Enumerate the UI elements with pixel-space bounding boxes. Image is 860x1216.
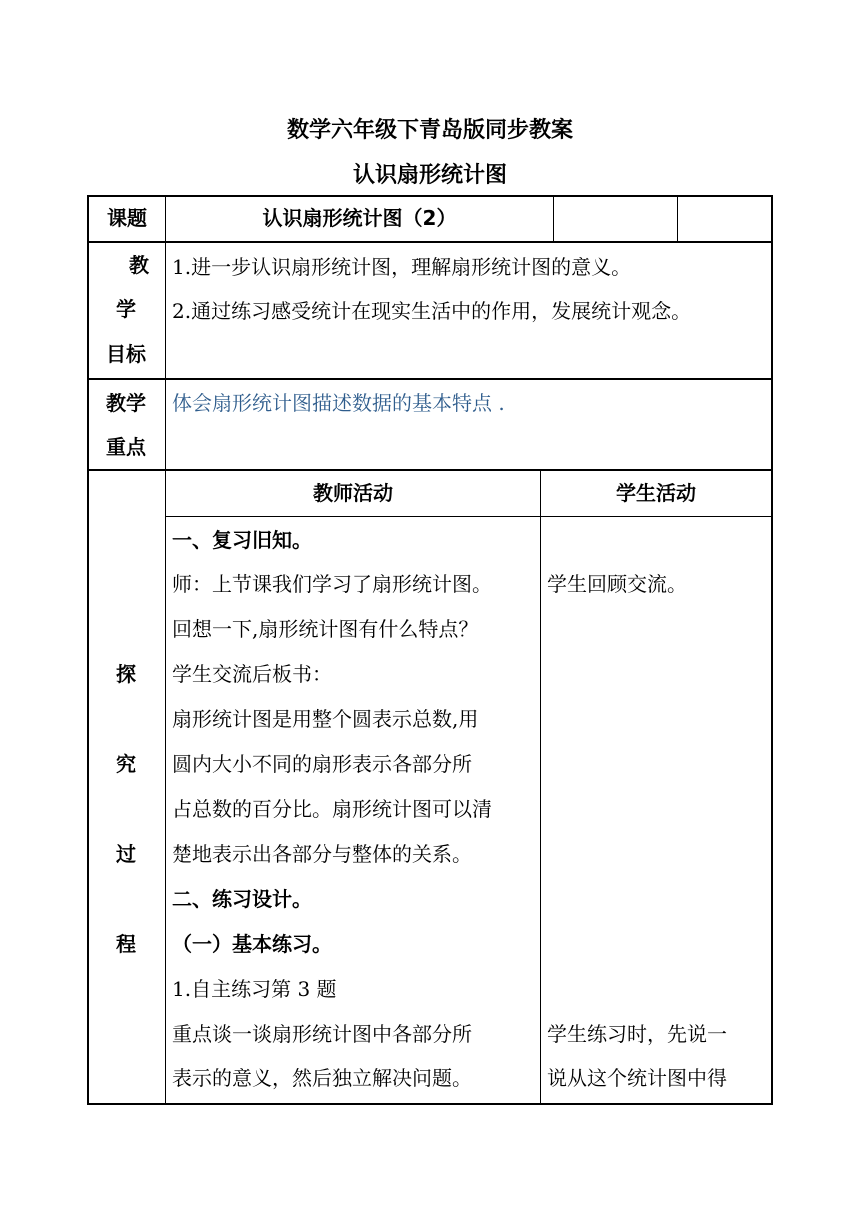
teacher-line: 一、复习旧知。: [172, 528, 312, 552]
teacher-line: 表示的意义，然后独立解决问题。: [172, 1066, 472, 1090]
student-activity-header: 学生活动: [616, 481, 696, 505]
table-rule: [87, 241, 773, 243]
table-rule: [87, 378, 773, 380]
table-rule: [553, 195, 554, 242]
document-subtitle: 认识扇形统计图: [352, 163, 507, 188]
focus-text: 体会扇形统计图描述数据的基本特点 .: [172, 391, 505, 415]
focus-label-2: 重点: [106, 435, 146, 459]
table-rule: [165, 195, 166, 1105]
table-rule: [87, 1103, 773, 1105]
teacher-line: 学生交流后板书：: [172, 662, 332, 686]
student-line: 学生回顾交流。: [547, 572, 687, 596]
goals-label-1: 教: [129, 253, 149, 277]
teacher-line: 1.自主练习第 3 题: [172, 977, 337, 1001]
teacher-line: 重点谈一谈扇形统计图中各部分所: [172, 1022, 472, 1046]
table-rule: [540, 470, 541, 1104]
goals-label-3: 目标: [106, 342, 146, 366]
teacher-line: 楚地表示出各部分与整体的关系。: [172, 842, 472, 866]
topic-value: 认识扇形统计图（2）: [262, 206, 457, 230]
teacher-line: 师：上节课我们学习了扇形统计图。: [172, 572, 492, 596]
student-line: 说从这个统计图中得: [547, 1066, 727, 1090]
teacher-line: 占总数的百分比。扇形统计图可以清: [172, 797, 492, 821]
table-rule: [166, 516, 773, 517]
table-rule: [87, 195, 89, 1105]
process-label-2: 究: [116, 752, 136, 776]
process-label-3: 过: [116, 842, 136, 866]
teacher-line: 二、练习设计。: [172, 887, 312, 911]
process-label-1: 探: [116, 662, 136, 686]
teacher-line: （一）基本练习。: [172, 932, 332, 956]
document-title: 数学六年级下青岛版同步教案: [286, 118, 573, 143]
table-rule: [771, 195, 773, 1105]
topic-label: 课题: [107, 206, 147, 230]
teacher-activity-header: 教师活动: [313, 481, 393, 505]
student-line: 学生练习时，先说一: [547, 1022, 727, 1046]
goal-line: 2.通过练习感受统计在现实生活中的作用，发展统计观念。: [172, 299, 692, 323]
focus-label-1: 教学: [106, 391, 146, 415]
process-label-4: 程: [116, 932, 136, 956]
teacher-line: 圆内大小不同的扇形表示各部分所: [172, 752, 472, 776]
goal-line: 1.进一步认识扇形统计图，理解扇形统计图的意义。: [172, 255, 632, 279]
teacher-line: 扇形统计图是用整个圆表示总数,用: [172, 707, 479, 731]
goals-label-2: 学: [116, 297, 136, 321]
table-rule: [677, 195, 678, 242]
teacher-line: 回想一下,扇形统计图有什么特点？: [172, 617, 479, 641]
